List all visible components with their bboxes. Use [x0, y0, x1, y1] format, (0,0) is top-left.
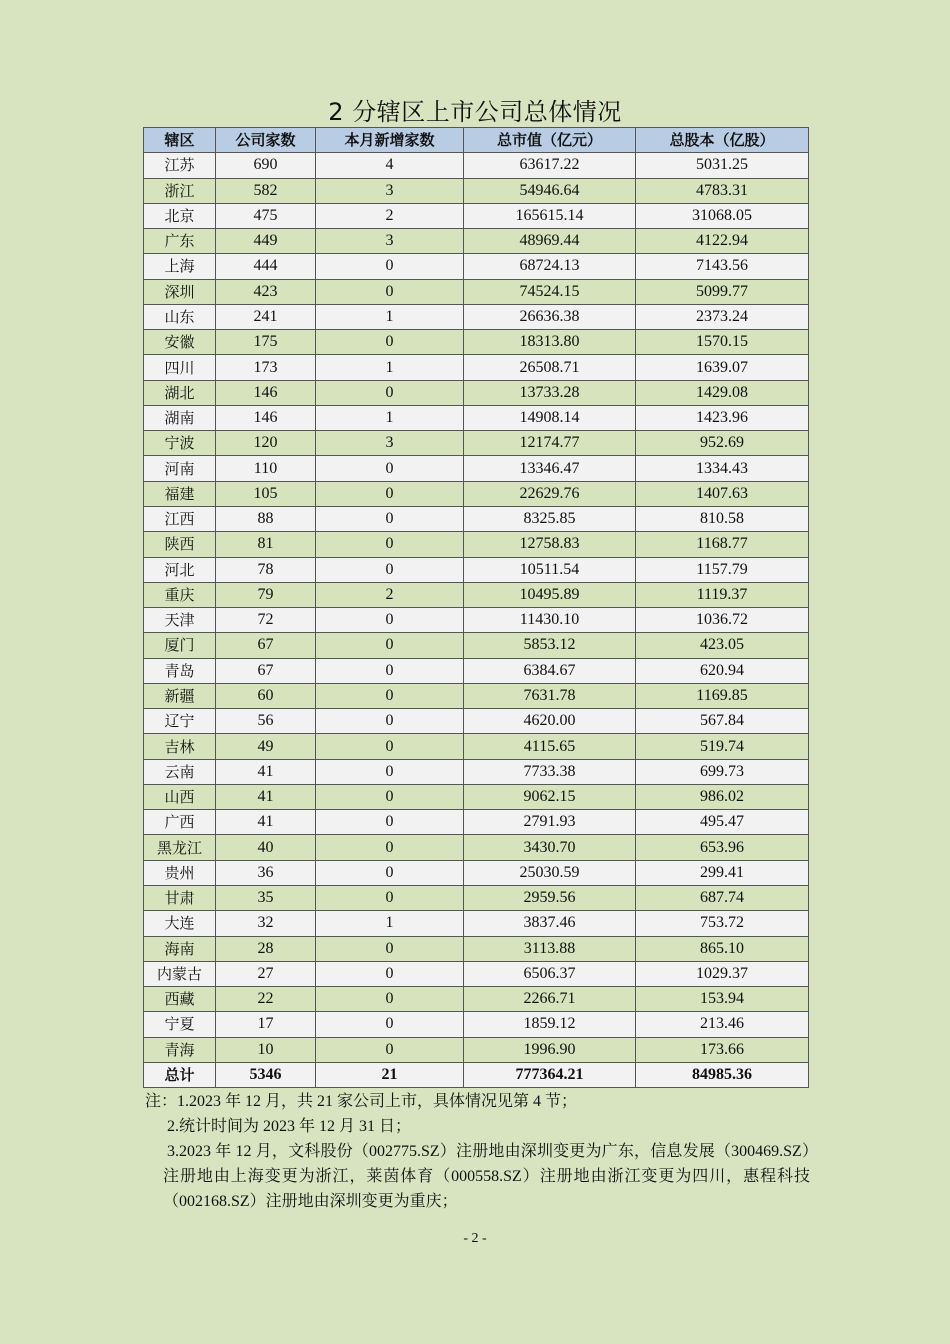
table-row	[144, 734, 809, 759]
cell-region: 厦门	[144, 633, 216, 658]
cell-market-cap: 25030.59	[464, 860, 636, 885]
cell-new-this-month: 0	[316, 987, 464, 1012]
cell-region: 湖南	[144, 405, 216, 430]
cell-market-cap: 48969.44	[464, 229, 636, 254]
cell-company-count: 41	[216, 784, 316, 809]
cell-market-cap: 54946.64	[464, 178, 636, 203]
table-row	[144, 835, 809, 860]
cell-market-cap: 777364.21	[464, 1062, 636, 1087]
cell-new-this-month: 3	[316, 431, 464, 456]
cell-region: 青岛	[144, 658, 216, 683]
cell-company-count: 60	[216, 683, 316, 708]
cell-region: 天津	[144, 608, 216, 633]
cell-region: 湖北	[144, 380, 216, 405]
cell-new-this-month: 0	[316, 608, 464, 633]
cell-market-cap: 74524.15	[464, 279, 636, 304]
cell-company-count: 79	[216, 582, 316, 607]
cell-region: 宁夏	[144, 1012, 216, 1037]
cell-market-cap: 3430.70	[464, 835, 636, 860]
cell-total-shares: 5031.25	[636, 153, 809, 178]
cell-market-cap: 2959.56	[464, 885, 636, 910]
cell-total-shares: 153.94	[636, 987, 809, 1012]
cell-company-count: 241	[216, 304, 316, 329]
cell-company-count: 67	[216, 633, 316, 658]
cell-total-shares: 1423.96	[636, 405, 809, 430]
cell-new-this-month: 0	[316, 885, 464, 910]
cell-total-shares: 299.41	[636, 860, 809, 885]
cell-new-this-month: 0	[316, 961, 464, 986]
header-new-this-month: 本月新增家数	[316, 128, 464, 153]
table-row	[144, 683, 809, 708]
cell-region: 总计	[144, 1062, 216, 1087]
cell-total-shares: 5099.77	[636, 279, 809, 304]
cell-total-shares: 2373.24	[636, 304, 809, 329]
cell-market-cap: 10511.54	[464, 557, 636, 582]
cell-company-count: 72	[216, 608, 316, 633]
cell-new-this-month: 0	[316, 734, 464, 759]
cell-new-this-month: 2	[316, 203, 464, 228]
cell-new-this-month: 0	[316, 532, 464, 557]
cell-new-this-month: 2	[316, 582, 464, 607]
cell-new-this-month: 0	[316, 784, 464, 809]
table-row	[144, 936, 809, 961]
cell-company-count: 35	[216, 885, 316, 910]
cell-new-this-month: 0	[316, 456, 464, 481]
cell-new-this-month: 0	[316, 330, 464, 355]
cell-market-cap: 1996.90	[464, 1037, 636, 1062]
cell-region: 深圳	[144, 279, 216, 304]
cell-company-count: 81	[216, 532, 316, 557]
cell-market-cap: 2791.93	[464, 810, 636, 835]
cell-company-count: 41	[216, 759, 316, 784]
cell-company-count: 36	[216, 860, 316, 885]
table-row	[144, 784, 809, 809]
cell-company-count: 10	[216, 1037, 316, 1062]
cell-total-shares: 213.46	[636, 1012, 809, 1037]
cell-market-cap: 165615.14	[464, 203, 636, 228]
cell-company-count: 67	[216, 658, 316, 683]
cell-new-this-month: 0	[316, 759, 464, 784]
cell-region: 青海	[144, 1037, 216, 1062]
cell-total-shares: 986.02	[636, 784, 809, 809]
table-row	[144, 178, 809, 203]
note-3: 3.2023 年 12 月，文科股份（002775.SZ）注册地由深圳变更为广东，信息发展（300469.SZ）注册地由上海变更为浙江，莱茵体育（000558.SZ）注册地由浙江变更为四川，惠程科技（002168.SZ）注册地由深圳变更为重庆；	[163, 1143, 810, 1210]
cell-new-this-month: 3	[316, 229, 464, 254]
cell-company-count: 449	[216, 229, 316, 254]
header-region: 辖区	[144, 128, 216, 153]
region-listed-companies-table	[143, 127, 809, 1088]
cell-total-shares: 1119.37	[636, 582, 809, 607]
cell-new-this-month: 0	[316, 481, 464, 506]
cell-new-this-month: 4	[316, 153, 464, 178]
cell-new-this-month: 0	[316, 658, 464, 683]
cell-region: 广西	[144, 810, 216, 835]
cell-company-count: 110	[216, 456, 316, 481]
cell-total-shares: 1334.43	[636, 456, 809, 481]
cell-new-this-month: 0	[316, 860, 464, 885]
cell-total-shares: 687.74	[636, 885, 809, 910]
cell-total-shares: 519.74	[636, 734, 809, 759]
table-row	[144, 885, 809, 910]
cell-company-count: 56	[216, 709, 316, 734]
cell-total-shares: 699.73	[636, 759, 809, 784]
cell-company-count: 444	[216, 254, 316, 279]
cell-new-this-month: 1	[316, 405, 464, 430]
table-row	[144, 456, 809, 481]
table-row	[144, 229, 809, 254]
cell-region: 吉林	[144, 734, 216, 759]
cell-total-shares: 1029.37	[636, 961, 809, 986]
table-row	[144, 431, 809, 456]
cell-region: 辽宁	[144, 709, 216, 734]
table-row	[144, 658, 809, 683]
cell-new-this-month: 1	[316, 304, 464, 329]
page-number: - 2 -	[463, 1231, 487, 1246]
cell-company-count: 105	[216, 481, 316, 506]
cell-total-shares: 1036.72	[636, 608, 809, 633]
note-1: 注：1.2023 年 12 月，共 21 家公司上市，具体情况见第 4 节；	[145, 1093, 578, 1110]
table-row	[144, 304, 809, 329]
cell-region: 浙江	[144, 178, 216, 203]
cell-market-cap: 7733.38	[464, 759, 636, 784]
cell-region: 福建	[144, 481, 216, 506]
cell-total-shares: 567.84	[636, 709, 809, 734]
cell-total-shares: 1168.77	[636, 532, 809, 557]
cell-region: 广东	[144, 229, 216, 254]
cell-market-cap: 13346.47	[464, 456, 636, 481]
cell-market-cap: 13733.28	[464, 380, 636, 405]
cell-market-cap: 6384.67	[464, 658, 636, 683]
cell-region: 四川	[144, 355, 216, 380]
table-row	[144, 481, 809, 506]
cell-company-count: 17	[216, 1012, 316, 1037]
cell-market-cap: 26636.38	[464, 304, 636, 329]
cell-market-cap: 8325.85	[464, 506, 636, 531]
cell-market-cap: 4115.65	[464, 734, 636, 759]
cell-region: 江西	[144, 506, 216, 531]
header-total-shares: 总股本（亿股）	[636, 128, 809, 153]
cell-region: 黑龙江	[144, 835, 216, 860]
cell-new-this-month: 0	[316, 279, 464, 304]
cell-region: 云南	[144, 759, 216, 784]
table-row	[144, 582, 809, 607]
cell-new-this-month: 1	[316, 911, 464, 936]
table-row	[144, 380, 809, 405]
cell-new-this-month: 0	[316, 506, 464, 531]
cell-new-this-month: 0	[316, 1037, 464, 1062]
cell-company-count: 173	[216, 355, 316, 380]
cell-market-cap: 7631.78	[464, 683, 636, 708]
table-row	[144, 633, 809, 658]
cell-total-shares: 653.96	[636, 835, 809, 860]
cell-new-this-month: 3	[316, 178, 464, 203]
cell-region: 河南	[144, 456, 216, 481]
cell-company-count: 582	[216, 178, 316, 203]
cell-new-this-month: 0	[316, 380, 464, 405]
cell-market-cap: 3113.88	[464, 936, 636, 961]
table-row	[144, 279, 809, 304]
cell-total-shares: 7143.56	[636, 254, 809, 279]
header-market-cap: 总市值（亿元）	[464, 128, 636, 153]
cell-market-cap: 10495.89	[464, 582, 636, 607]
table-row	[144, 810, 809, 835]
cell-market-cap: 12758.83	[464, 532, 636, 557]
table-row	[144, 759, 809, 784]
cell-new-this-month: 1	[316, 355, 464, 380]
note-2: 2.统计时间为 2023 年 12 月 31 日；	[167, 1118, 412, 1135]
cell-total-shares: 423.05	[636, 633, 809, 658]
table-row	[144, 961, 809, 986]
cell-region: 北京	[144, 203, 216, 228]
cell-company-count: 49	[216, 734, 316, 759]
cell-company-count: 475	[216, 203, 316, 228]
cell-region: 陕西	[144, 532, 216, 557]
cell-region: 安徽	[144, 330, 216, 355]
cell-new-this-month: 0	[316, 633, 464, 658]
cell-company-count: 690	[216, 153, 316, 178]
cell-total-shares: 1639.07	[636, 355, 809, 380]
cell-region: 山东	[144, 304, 216, 329]
cell-new-this-month: 0	[316, 810, 464, 835]
cell-total-shares: 952.69	[636, 431, 809, 456]
cell-market-cap: 63617.22	[464, 153, 636, 178]
cell-total-shares: 865.10	[636, 936, 809, 961]
cell-market-cap: 4620.00	[464, 709, 636, 734]
cell-total-shares: 1570.15	[636, 330, 809, 355]
cell-market-cap: 14908.14	[464, 405, 636, 430]
cell-company-count: 88	[216, 506, 316, 531]
cell-new-this-month: 0	[316, 1012, 464, 1037]
cell-new-this-month: 21	[316, 1062, 464, 1087]
table-row	[144, 153, 809, 178]
table-row	[144, 557, 809, 582]
cell-company-count: 28	[216, 936, 316, 961]
cell-company-count: 146	[216, 405, 316, 430]
cell-total-shares: 1429.08	[636, 380, 809, 405]
cell-total-shares: 1157.79	[636, 557, 809, 582]
cell-new-this-month: 0	[316, 683, 464, 708]
cell-region: 贵州	[144, 860, 216, 885]
cell-region: 上海	[144, 254, 216, 279]
cell-region: 宁波	[144, 431, 216, 456]
table-row	[144, 1012, 809, 1037]
cell-market-cap: 6506.37	[464, 961, 636, 986]
cell-market-cap: 12174.77	[464, 431, 636, 456]
cell-total-shares: 1169.85	[636, 683, 809, 708]
cell-market-cap: 1859.12	[464, 1012, 636, 1037]
header-company-count: 公司家数	[216, 128, 316, 153]
cell-total-shares: 495.47	[636, 810, 809, 835]
cell-region: 西藏	[144, 987, 216, 1012]
table-row	[144, 506, 809, 531]
cell-market-cap: 18313.80	[464, 330, 636, 355]
cell-market-cap: 26508.71	[464, 355, 636, 380]
table-row	[144, 911, 809, 936]
cell-new-this-month: 0	[316, 709, 464, 734]
cell-region: 重庆	[144, 582, 216, 607]
cell-company-count: 22	[216, 987, 316, 1012]
cell-total-shares: 84985.36	[636, 1062, 809, 1087]
table-row	[144, 532, 809, 557]
cell-total-shares: 1407.63	[636, 481, 809, 506]
table-row	[144, 330, 809, 355]
cell-company-count: 423	[216, 279, 316, 304]
cell-company-count: 40	[216, 835, 316, 860]
cell-company-count: 78	[216, 557, 316, 582]
cell-total-shares: 620.94	[636, 658, 809, 683]
cell-market-cap: 11430.10	[464, 608, 636, 633]
table-row	[144, 709, 809, 734]
table-row	[144, 1037, 809, 1062]
cell-market-cap: 22629.76	[464, 481, 636, 506]
cell-market-cap: 2266.71	[464, 987, 636, 1012]
notes	[145, 1089, 810, 1214]
cell-company-count: 41	[216, 810, 316, 835]
table-row	[144, 608, 809, 633]
cell-company-count: 5346	[216, 1062, 316, 1087]
cell-total-shares: 753.72	[636, 911, 809, 936]
cell-market-cap: 3837.46	[464, 911, 636, 936]
table-row	[144, 405, 809, 430]
cell-company-count: 27	[216, 961, 316, 986]
cell-region: 新疆	[144, 683, 216, 708]
cell-company-count: 175	[216, 330, 316, 355]
cell-total-shares: 810.58	[636, 506, 809, 531]
cell-new-this-month: 0	[316, 936, 464, 961]
cell-region: 大连	[144, 911, 216, 936]
cell-new-this-month: 0	[316, 254, 464, 279]
cell-market-cap: 68724.13	[464, 254, 636, 279]
cell-new-this-month: 0	[316, 557, 464, 582]
table-row	[144, 987, 809, 1012]
cell-total-shares: 4122.94	[636, 229, 809, 254]
table-total-row	[144, 1062, 809, 1087]
table-row	[144, 860, 809, 885]
table-row	[144, 355, 809, 380]
cell-region: 江苏	[144, 153, 216, 178]
cell-total-shares: 4783.31	[636, 178, 809, 203]
cell-region: 山西	[144, 784, 216, 809]
page-title: 2 分辖区上市公司总体情况	[328, 98, 622, 126]
cell-region: 内蒙古	[144, 961, 216, 986]
cell-company-count: 120	[216, 431, 316, 456]
cell-region: 甘肃	[144, 885, 216, 910]
table-row	[144, 254, 809, 279]
cell-total-shares: 31068.05	[636, 203, 809, 228]
cell-region: 河北	[144, 557, 216, 582]
cell-company-count: 32	[216, 911, 316, 936]
table-row	[144, 203, 809, 228]
cell-region: 海南	[144, 936, 216, 961]
cell-total-shares: 173.66	[636, 1037, 809, 1062]
cell-market-cap: 9062.15	[464, 784, 636, 809]
table-header-row	[144, 128, 809, 153]
cell-market-cap: 5853.12	[464, 633, 636, 658]
cell-new-this-month: 0	[316, 835, 464, 860]
cell-company-count: 146	[216, 380, 316, 405]
